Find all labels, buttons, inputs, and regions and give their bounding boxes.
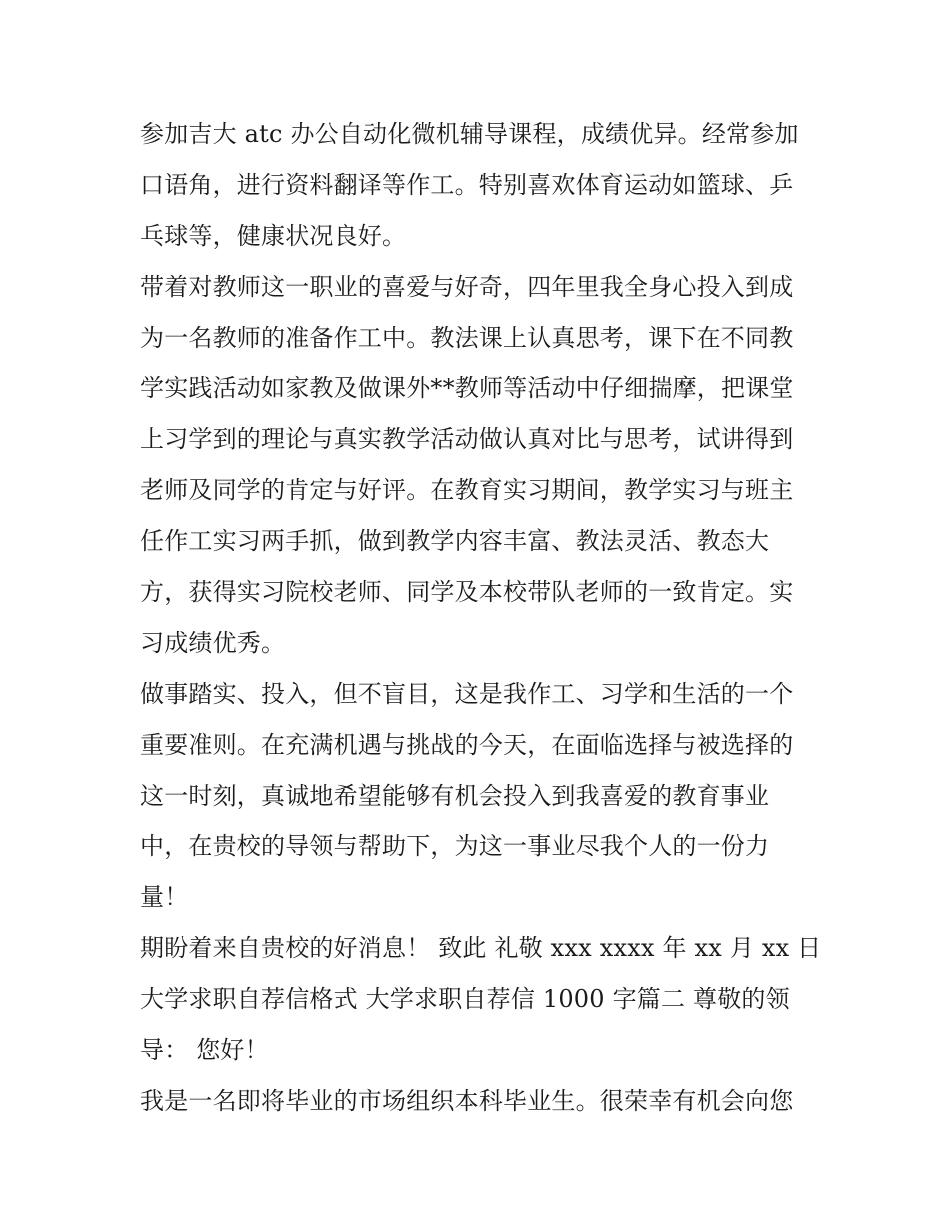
text-line: 大学求职自荐信格式 大学求职自荐信 1000 字篇二 尊敬的领 [140,985,790,1014]
text-line: 我是一名即将毕业的市场组织本科毕业生。很荣幸有机会向您 [140,1086,794,1115]
text-line: 方，获得实习院校老师、同学及本校带队老师的一致肯定。实 [140,578,794,607]
text-line: 口语角，进行资料翻译等作工。特别喜欢体育运动如篮球、乒 [140,170,794,199]
text-line: 为一名教师的准备作工中。教法课上认真思考，课下在不同教 [140,323,794,352]
text-line: 期盼着来自贵校的好消息！ 致此 礼敬 xxx xxxx 年 xx 月 xx 日 [140,934,822,963]
text-line: 任作工实习两手抓，做到教学内容丰富、教法灵活、教态大 [140,527,770,556]
text-line: 习成绩优秀。 [140,628,286,657]
text-line: 参加吉大 atc 办公自动化微机辅导课程，成绩优异。经常参加 [140,120,799,148]
text-line: 中，在贵校的导领与帮助下，为这一事业尽我个人的一份力 [140,832,770,861]
text-line: 学实践活动如家教及做课外**教师等活动中仔细揣摩，把课堂 [140,374,794,403]
text-line: 老师及同学的肯定与好评。在教育实习期间，教学实习与班主 [140,476,794,505]
text-line: 量！ [140,883,189,912]
text-line: 这一时刻，真诚地希望能够有机会投入到我喜爱的教育事业 [140,781,770,810]
text-line: 重要准则。在充满机遇与挑战的今天，在面临选择与被选择的 [140,730,794,759]
text-line: 做事踏实、投入，但不盲目，这是我作工、习学和生活的一个 [140,679,794,708]
text-line: 带着对教师这一职业的喜爱与好奇，四年里我全身心投入到成 [140,272,794,301]
text-line: 乓球等，健康状况良好。 [140,221,407,250]
text-line: 导： 您好！ [140,1036,269,1065]
text-line: 上习学到的理论与真实教学活动做认真对比与思考，试讲得到 [140,425,794,454]
document-body [140,109,820,1127]
